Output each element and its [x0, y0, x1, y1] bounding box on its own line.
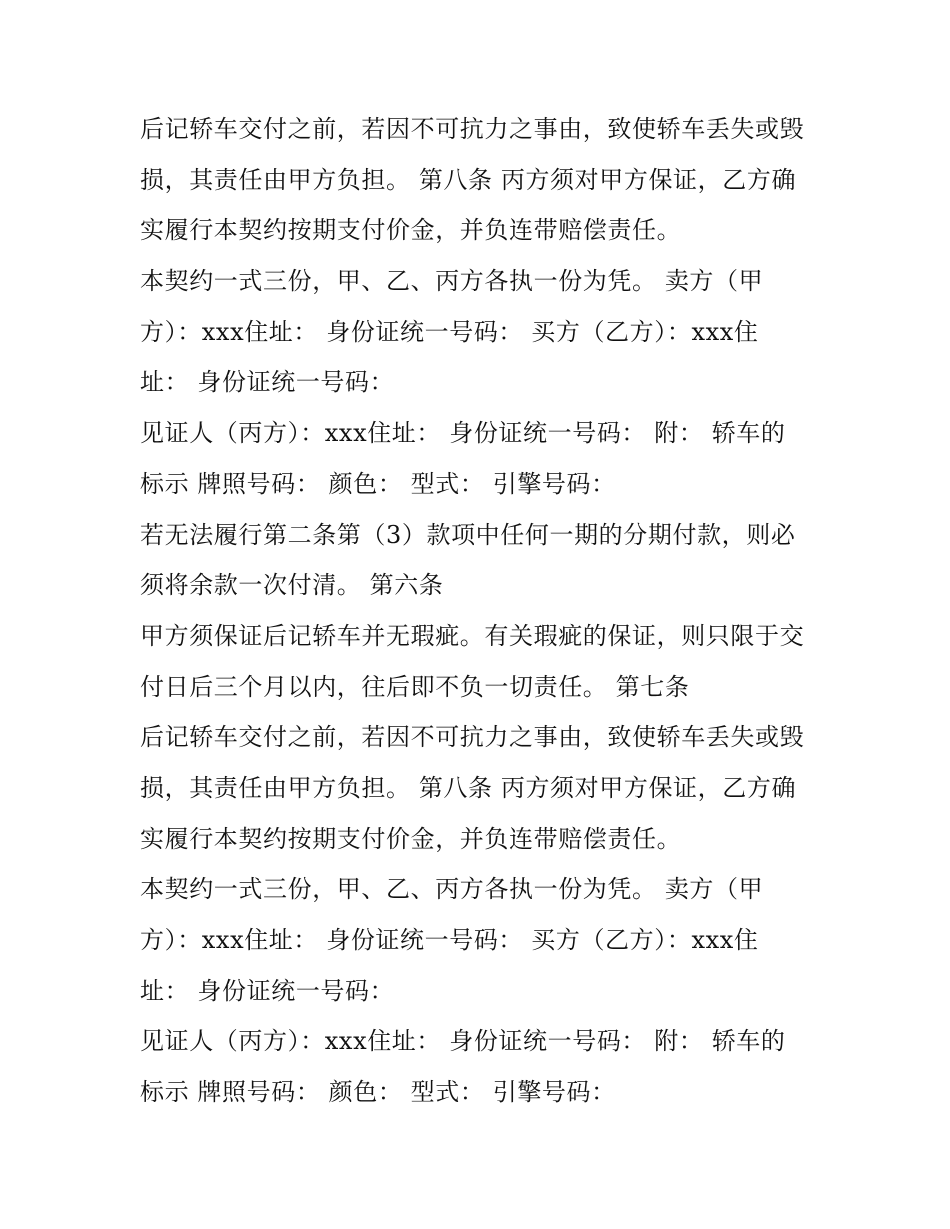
text-line: 实履行本契约按期支付价金，并负连带赔偿责任。 — [140, 824, 682, 853]
text-line: 见证人（丙方）：xxx住址： 身份证统一号码： 附： 轿车的 — [140, 419, 786, 448]
text-line: 须将余款一次付清。 第六条 — [140, 571, 444, 600]
text-line: 损，其责任由甲方负担。 第八条 丙方须对甲方保证，乙方确 — [140, 773, 797, 802]
text-line: 若无法履行第二条第（3）款项中任何一期的分期付款，则必 — [140, 520, 796, 549]
text-line: 付日后三个月以内，往后即不负一切责任。 第七条 — [140, 672, 690, 701]
text-line: 方）：xxx住址： 身份证统一号码： 买方（乙方）：xxx住 — [140, 926, 759, 954]
text-line: 址： 身份证统一号码： — [140, 368, 395, 397]
text-line: 甲方须保证后记轿车并无瑕疵。有关瑕疵的保证，则只限于交 — [140, 621, 805, 650]
text-line: 方）：xxx住址： 身份证统一号码： 买方（乙方）：xxx住 — [140, 317, 759, 346]
text-line: 后记轿车交付之前，若因不可抗力之事由，致使轿车丢失或毁 — [140, 115, 805, 143]
text-line: 损，其责任由甲方负担。 第八条 丙方须对甲方保证，乙方确 — [140, 165, 797, 194]
text-line: 标示 牌照号码： 颜色： 型式： 引擎号码： — [140, 469, 616, 498]
text-line: 后记轿车交付之前，若因不可抗力之事由，致使轿车丢失或毁 — [140, 723, 805, 752]
text-line: 实履行本契约按期支付价金，并负连带赔偿责任。 — [140, 216, 682, 245]
document-body — [140, 104, 820, 1118]
text-line: 标示 牌照号码： 颜色： 型式： 引擎号码： — [140, 1078, 616, 1107]
text-line: 址： 身份证统一号码： — [140, 976, 395, 1005]
text-line: 本契约一式三份，甲、乙、丙方各执一份为凭。 卖方（甲 — [140, 267, 764, 296]
text-line: 本契约一式三份，甲、乙、丙方各执一份为凭。 卖方（甲 — [140, 875, 764, 904]
text-line: 见证人（丙方）：xxx住址： 身份证统一号码： 附： 轿车的 — [140, 1027, 786, 1056]
